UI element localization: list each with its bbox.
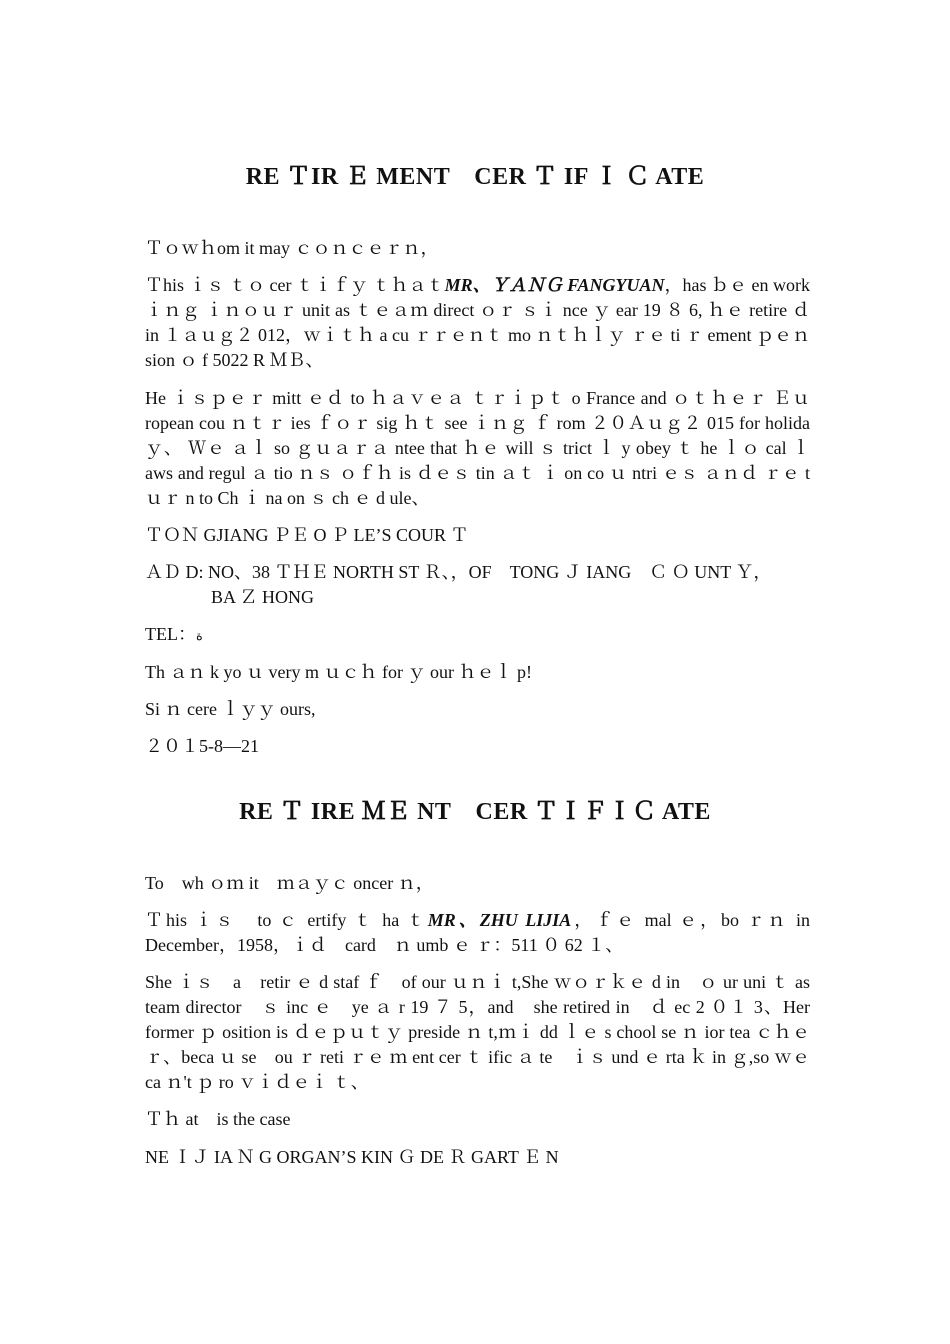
person-name: MR、ZHU LIJIA bbox=[427, 910, 572, 930]
organization-name: NE ＩＪ IA Ｎ G ORGAN’S KIN Ｇ DE Ｒ GART Ｅ N bbox=[145, 1147, 559, 1167]
certificate-paragraph bbox=[145, 273, 810, 373]
organization-name: ＴＯＮ GJIANG ＰＥ O Ｐ LE’S COUR Ｔ bbox=[145, 525, 469, 545]
certificate-title: RE Ｔ IRE ＭＥ NT CER ＴＩＦＩＣ ATE bbox=[239, 799, 711, 825]
thanks-line: Th ａｎ k yo ｕ very m ｕｃｈ for ｙ our ｈｅｌ p! bbox=[145, 662, 532, 682]
salutation: To wh ｏｍ it ｍａｙｃ oncer ｎ， bbox=[145, 873, 434, 893]
certificate-title: RE ＴIR Ｅ MENT CER Ｔ IF Ｉ Ｃ ATE bbox=[245, 164, 705, 190]
paragraph-intro: Ｔhis ｉｓ ｔｏ cer ｔｉｆｙ ｔｈａｔ bbox=[145, 275, 445, 295]
case-line: Ｔｈ at is the case bbox=[145, 1109, 291, 1129]
salutation: Ｔｏｗｈom it may ｃｏｎｃｅｒｎ， bbox=[145, 238, 439, 258]
paragraph-body: ，ｆｅ mal ｅ，bo ｒｎ in December，1958，ｉｄ card ｎ umb ｅ ｒ：511 ０ 62 １、 bbox=[145, 910, 810, 955]
paragraph-body: ，has ｂｅ en work ｉｎｇ ｉｎｏｕｒ unit as ｔｅａｍ direct ｏｒ ｓｉ nce ｙ ear 19 ８ 6, ｈｅ retire ｄ in １ａｕｇ２ 012，ｗｉｔｈ a cu ｒｒｅｎｔ mo ｎｔｈｌｙ ｒｅ ti ｒ ement ｐｅｎ sion ｏ f 5022 R ＭＢ、 bbox=[145, 275, 810, 370]
person-name: MR、ＹＡＮＧ FANGYUAN bbox=[444, 275, 665, 295]
certificate-paragraph bbox=[145, 908, 810, 958]
telephone-label: TEL： bbox=[145, 624, 196, 644]
telephone bbox=[145, 622, 810, 648]
date-line: ２０１5-8—21 bbox=[145, 736, 259, 756]
address-line-1: ＡＤ D: NO、38 ＴＨＥ NORTH ST Ｒ、，OF TONG Ｊ IANG Ｃ Ｏ UNT Ｙ， bbox=[145, 562, 772, 582]
closing-line: Si ｎ cere ｌｙｙ ours, bbox=[145, 699, 316, 719]
telephone-mark: ة bbox=[196, 628, 203, 643]
employment-paragraph: She ｉｓ a retir ｅ d staf ｆ of our ｕｎｉ t,She ｗｏｒｋｅ d in ｏ ur uni ｔ as team director ｓ inc ｅ ye ａ r 19 ７ 5，and she retired in ｄ ec 2 ０１ 3、Her former ｐ osition is ｄｅｐｕｔｙ preside ｎ t,ｍｉ dd ｌｅ s chool se ｎ ior tea ｃｈｅｒ、beca ｕ se ou ｒ reti ｒｅ ｍ ent cer ｔ ific ａ te ｉｓ und ｅ rta ｋ in ｇ,so ｗｅ ca ｎ't ｐ ro ｖｉｄｅｉ ｔ、 bbox=[145, 972, 810, 1092]
paragraph-intro: Ｔhis ｉｓ to ｃ ertify ｔ ha ｔ bbox=[145, 910, 428, 930]
address-line-2: BA Ｚ HONG bbox=[211, 587, 315, 607]
permission-paragraph: He ｉｓｐｅｒ mitt ｅｄ to ｈａｖｅａ ｔｒｉｐｔ o France and ｏｔｈｅｒ Ｅｕ ropean cou ｎｔｒ ies ｆｏｒ sig ｈｔ see ｉｎｇ ｆ rom ２０Ａｕｇ２ 015 for holida ｙ、 Ｗｅ ａｌ so ｇｕａｒａ ntee that ｈｅ will ｓ trict ｌ y obey ｔ he ｌｏ cal ｌ aws and regul ａ tio ｎｓ ｏｆｈ is ｄｅｓ tin ａｔ ｉ on co ｕ ntri ｅｓ ａｎｄ ｒｅ t ｕｒ n to Ch ｉ na on ｓ ch ｅ d ule、 bbox=[145, 388, 810, 508]
